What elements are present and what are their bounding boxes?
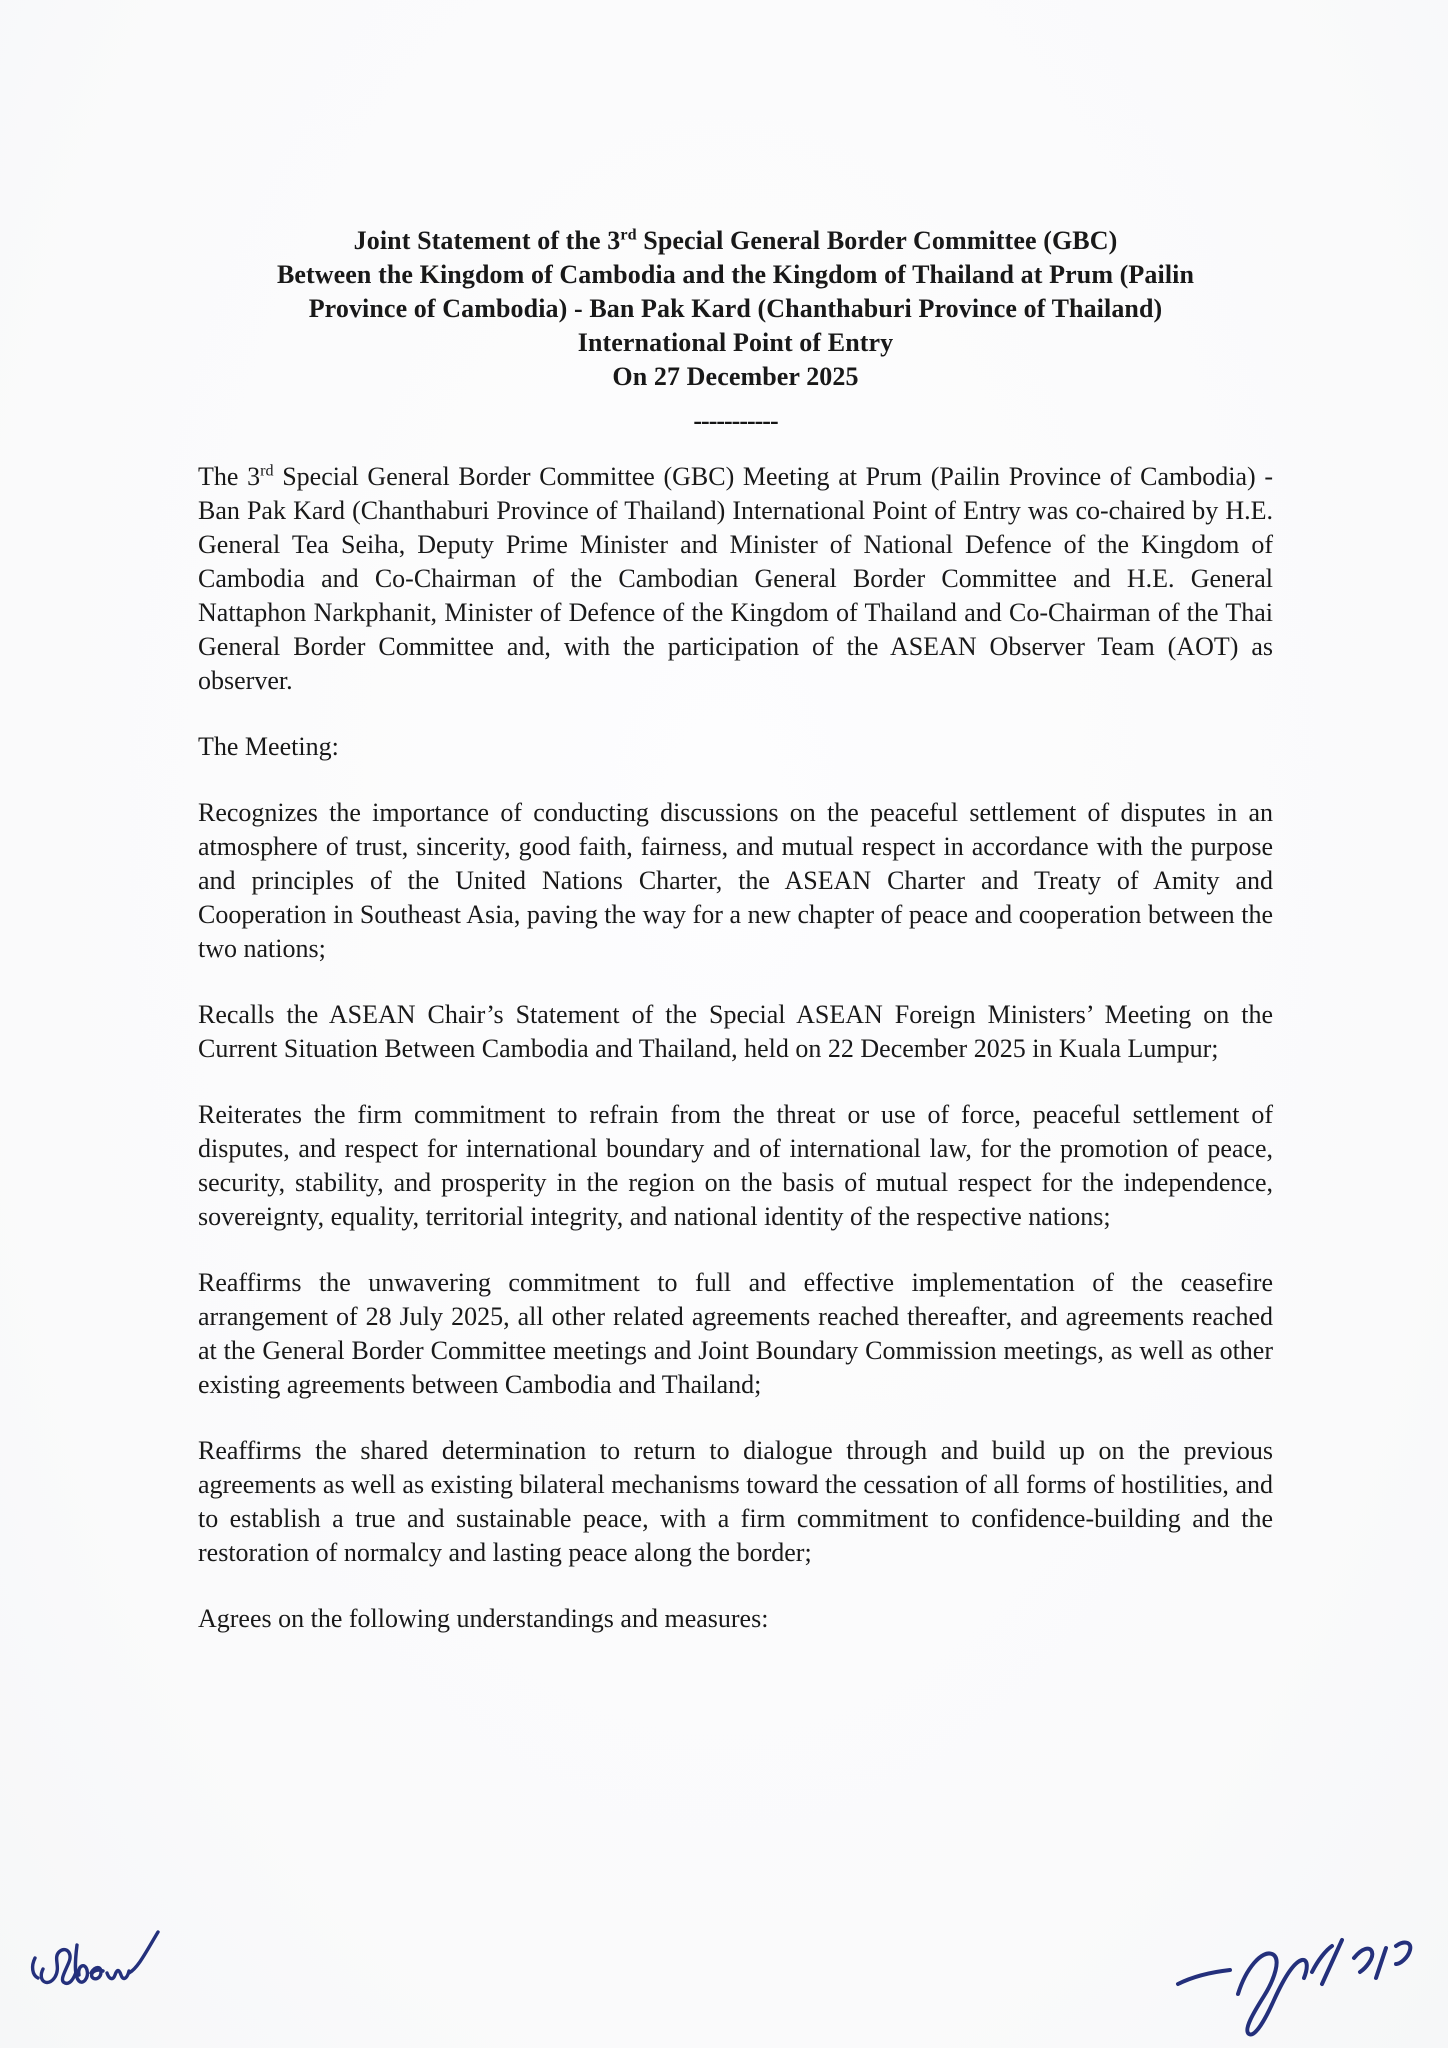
title-line-2: Between the Kingdom of Cambodia and the Kingdom of Thailand at Prum (Pailin — [276, 260, 1195, 289]
paragraph-recognizes: Recognizes the importance of conducting discussions on the peaceful settlement of disputes in an atmosphere of trust, sincerity, good faith, fairness, and mutual respect in accordance with the purpose and principles of the United Nations Charter, the ASEAN Charter and Treaty of Amity and Cooperation in Southeast Asia, paving the way for a new chapter of peace and cooperation between the two nations; — [198, 798, 1273, 963]
title-line-5: On 27 December 2025 — [612, 362, 859, 391]
title-line-1 — [198, 224, 1273, 258]
paragraph-reiterates: Reiterates the firm commitment to refrain from the threat or use of force, peaceful settlement of disputes, and respect for international boundary and of international law, for the promotion of peace, security, stability, and prosperity in the region on the basis of mutual respect for the independence, sovereignty, equality, territorial integrity, and national identity of the respective nations; — [198, 1100, 1273, 1231]
title-divider: ----------- — [693, 406, 778, 435]
document-body — [198, 460, 1273, 1636]
paragraph-reaffirms-dialogue: Reaffirms the shared determination to return to dialogue through and build up on the previous agreements as well as existing bilateral mechanisms toward the cessation of all forms of hostilities, and to establish a true and sustainable peace, with a firm commitment to confidence-building and the restoration of normalcy and lasting peace along the border; — [198, 1436, 1273, 1567]
preamble-post: Special General Border Committee (GBC) Meeting at Prum (Pailin Province of Cambodia) - Ban Pak Kard (Chanthaburi Province of Thailand) International Point of Entry was co-chaired by H.E. General Tea Seiha, Deputy Prime Minister and Minister of National Defence of the Kingdom of Cambodia and Co-Chairman of the Cambodian General Border Committee and H.E. General Nattaphon Narkphanit, Minister of Defence of the Kingdom of Thailand and Co-Chairman of the Thai General Border Committee and, with the participation of the ASEAN Observer Team (AOT) as observer. — [198, 462, 1274, 695]
title-line-4: International Point of Entry — [577, 328, 894, 357]
title-line-3: Province of Cambodia) - Ban Pak Kard (Chanthaburi Province of Thailand) — [308, 294, 1163, 323]
title-ordinal-sup: rd — [620, 226, 637, 244]
preamble-pre: The 3 — [198, 462, 261, 491]
title-line-1-pre: Joint Statement of the 3 — [353, 226, 621, 255]
paragraph-agrees: Agrees on the following understandings and measures: — [198, 1604, 769, 1633]
document-title — [198, 224, 1273, 394]
paragraph-recalls: Recalls the ASEAN Chair’s Statement of the Special ASEAN Foreign Ministers’ Meeting on the Current Situation Between Cambodia and Thailand, held on 22 December 2025 in Kuala Lumpur; — [198, 1000, 1273, 1063]
signature-right-ink — [1170, 1936, 1448, 2046]
signature-left-ink — [28, 1928, 168, 2006]
paragraph-reaffirms-ceasefire: Reaffirms the unwavering commitment to full and effective implementation of the ceasefire arrangement of 28 July 2025, all other related agreements reached thereafter, and agreements reached at the General Border Committee meetings and Joint Boundary Commission meetings, as well as other existing agreements between Cambodia and Thailand; — [198, 1268, 1273, 1399]
paragraph-the-meeting: The Meeting: — [198, 732, 339, 761]
title-line-1-post: Special General Border Committee (GBC) — [636, 226, 1118, 255]
preamble-ordinal-sup: rd — [260, 462, 274, 480]
paragraph-preamble — [198, 460, 1273, 698]
